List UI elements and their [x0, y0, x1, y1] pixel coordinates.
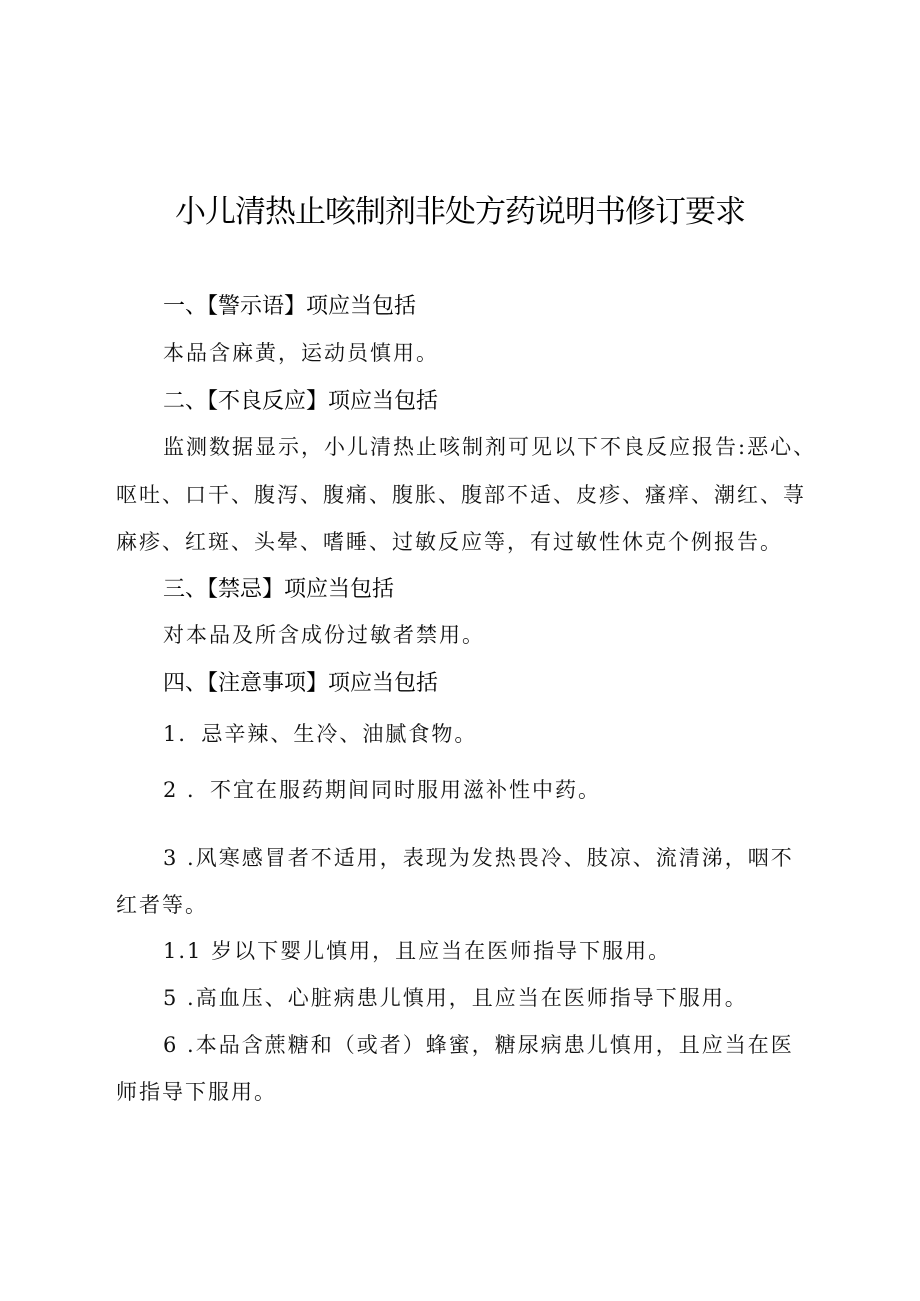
section-2-text-line-2: 呕吐、口干、腹泻、腹痛、腹胀、腹部不适、皮疹、瘙痒、潮红、荨 — [116, 483, 806, 507]
document-title: 小儿清热止咳制剂非处方药说明书修订要求 — [175, 194, 745, 230]
section-4-heading: 四、【注意事项】项应当包括 — [163, 671, 439, 696]
section-4-item-3-line-2: 红者等。 — [116, 893, 208, 917]
section-4-item-2: 2 ．不宜在服药期间同时服用滋补性中药。 — [163, 778, 602, 802]
section-3-text: 对本品及所含成份过敏者禁用。 — [163, 623, 485, 647]
section-4-item-4: 1.1 岁以下婴儿慎用，且应当在医师指导下服用。 — [163, 939, 672, 963]
section-4-item-3-line-1: 3 .风寒感冒者不适用，表现为发热畏冷、肢凉、流清涕，咽不 — [163, 846, 794, 870]
section-2-text-line-1: 监测数据显示，小儿清热止咳制剂可见以下不良反应报告:恶心、 — [163, 435, 817, 459]
section-2-heading: 二、【不良反应】项应当包括 — [163, 389, 439, 414]
section-4-item-1: 1．忌辛辣、生冷、油腻食物。 — [163, 722, 478, 746]
section-4-item-5: 5 .高血压、心脏病患儿慎用，且应当在医师指导下服用。 — [163, 986, 748, 1010]
section-1-heading: 一、【警示语】项应当包括 — [163, 294, 417, 319]
section-4-item-6-line-2: 师指导下服用。 — [116, 1080, 277, 1104]
section-1-text: 本品含麻黄，运动员慎用。 — [163, 341, 439, 365]
section-4-item-6-line-1: 6 .本品含蔗糖和（或者）蜂蜜，糖尿病患儿慎用，且应当在医 — [163, 1033, 794, 1057]
section-2-text-line-3: 麻疹、红斑、头晕、嗜睡、过敏反应等，有过敏性休克个例报告。 — [116, 530, 783, 554]
section-3-heading: 三、【禁忌】项应当包括 — [163, 577, 395, 602]
